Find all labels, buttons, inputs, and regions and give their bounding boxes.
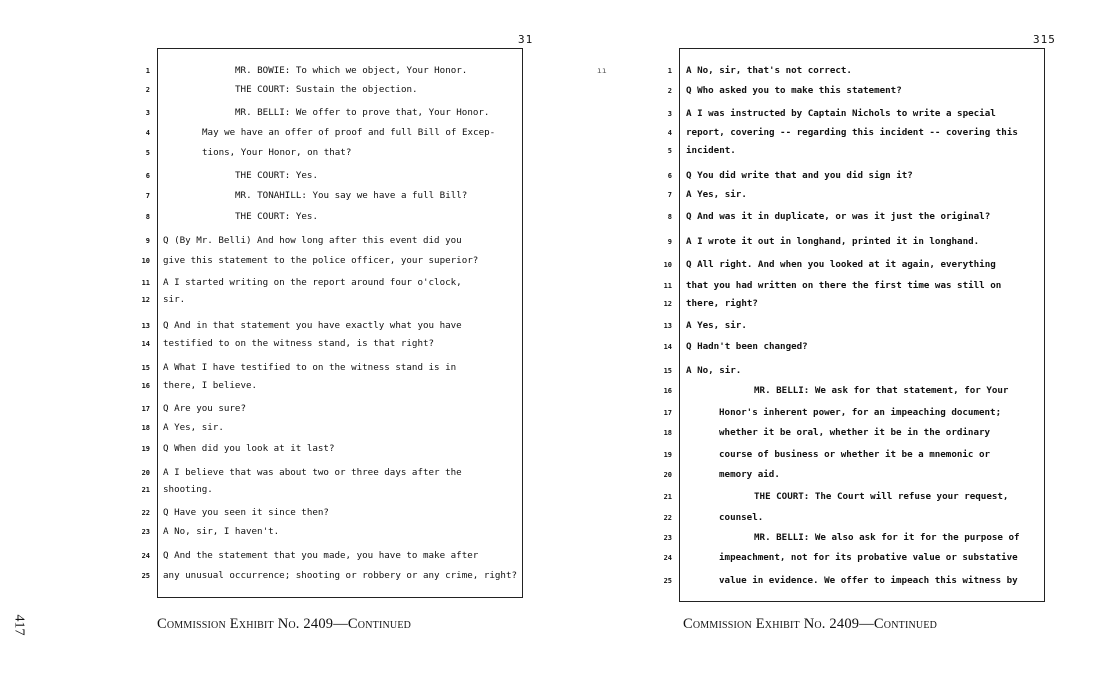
line-number: 25 [141, 572, 150, 580]
transcript-line: MR. BELLI: We also ask for it for the purpose of [754, 532, 1020, 543]
transcript-line: MR. BELLI: We ask for that statement, for Your [754, 385, 1009, 396]
line-number: 17 [141, 405, 150, 413]
line-number: 14 [663, 343, 672, 351]
transcript-line: there, I believe. [163, 380, 258, 391]
transcript-line: shooting. [163, 484, 213, 495]
line-number: 8 [145, 213, 150, 221]
line-number: 10 [141, 257, 150, 265]
transcript-line: A Yes, sir. [163, 422, 224, 433]
transcript-line: THE COURT: Sustain the objection. [235, 84, 418, 95]
line-number: 11 [663, 282, 672, 290]
transcript-line: A I wrote it out in longhand, printed it in longhand. [686, 236, 980, 247]
line-number: 13 [663, 322, 672, 330]
transcript-line: A Yes, sir. [686, 320, 747, 331]
volume-page-number: 417 [11, 614, 27, 636]
line-number: 9 [145, 237, 150, 245]
transcript-line: incident. [686, 145, 736, 156]
transcript-line: Q All right. And when you looked at it again, everything [686, 259, 996, 270]
transcript-line: Q Are you sure? [163, 403, 246, 414]
left-page-number: 31 [518, 33, 534, 46]
transcript-line: A What I have testified to on the witness stand is in [163, 362, 457, 373]
transcript-line: Q And the statement that you made, you have to make after [163, 550, 479, 561]
line-number: 6 [145, 172, 150, 180]
margin-mark: ıı [597, 66, 607, 75]
transcript-line: THE COURT: Yes. [235, 211, 318, 222]
line-number: 1 [667, 67, 672, 75]
line-number: 18 [141, 424, 150, 432]
transcript-line: THE COURT: Yes. [235, 170, 318, 181]
transcript-line: Q Who asked you to make this statement? [686, 85, 902, 96]
line-number: 14 [141, 340, 150, 348]
left-exhibit-caption: Commission Exhibit No. 2409—Continued [157, 616, 412, 632]
line-number: 20 [141, 469, 150, 477]
transcript-line: Q Have you seen it since then? [163, 507, 329, 518]
line-number: 3 [145, 109, 150, 117]
line-number: 20 [663, 471, 672, 479]
line-number: 4 [145, 129, 150, 137]
transcript-line: Q Hadn't been changed? [686, 341, 808, 352]
transcript-line: counsel. [719, 512, 764, 523]
line-number: 25 [663, 577, 672, 585]
transcript-line: any unusual occurrence; shooting or robbery or any crime, right? [163, 570, 518, 581]
transcript-line: Q (By Mr. Belli) And how long after this event did you [163, 235, 462, 246]
line-number: 16 [141, 382, 150, 390]
transcript-line: tions, Your Honor, on that? [202, 147, 352, 158]
line-number: 7 [667, 191, 672, 199]
transcript-line: A No, sir, that's not correct. [686, 65, 852, 76]
line-number: 23 [141, 528, 150, 536]
transcript-line: A No, sir, I haven't. [163, 526, 280, 537]
line-number: 15 [663, 367, 672, 375]
transcript-line: give this statement to the police officer, your superior? [163, 255, 479, 266]
line-number: 4 [667, 129, 672, 137]
line-number: 19 [141, 445, 150, 453]
transcript-line: A No, sir. [686, 365, 742, 376]
line-number: 10 [663, 261, 672, 269]
line-number: 22 [663, 514, 672, 522]
transcript-line: Honor's inherent power, for an impeaching document; [719, 407, 1002, 418]
line-number: 17 [663, 409, 672, 417]
transcript-line: Q And in that statement you have exactly what you have [163, 320, 462, 331]
line-number: 21 [141, 486, 150, 494]
transcript-line: course of business or whether it be a mnemonic or [719, 449, 991, 460]
transcript-line: there, right? [686, 298, 758, 309]
line-number: 2 [145, 86, 150, 94]
transcript-line: sir. [163, 294, 186, 305]
transcript-line: A I was instructed by Captain Nichols to write a special [686, 108, 996, 119]
line-number: 16 [663, 387, 672, 395]
line-number: 9 [667, 238, 672, 246]
right-exhibit-caption: Commission Exhibit No. 2409—Continued [683, 616, 938, 632]
transcript-line: memory aid. [719, 469, 780, 480]
line-number: 5 [145, 149, 150, 157]
line-number: 15 [141, 364, 150, 372]
transcript-line: MR. TONAHILL: You say we have a full Bill? [235, 190, 468, 201]
transcript-line: May we have an offer of proof and full Bill of Excep- [202, 127, 496, 138]
line-number: 1 [145, 67, 150, 75]
right-page-number: 315 [1033, 33, 1056, 46]
line-number: 2 [667, 87, 672, 95]
line-number: 24 [141, 552, 150, 560]
line-number: 8 [667, 213, 672, 221]
transcript-line: impeachment, not for its probative value or substative [719, 552, 1018, 563]
line-number: 12 [141, 296, 150, 304]
line-number: 12 [663, 300, 672, 308]
line-number: 7 [145, 192, 150, 200]
line-number: 6 [667, 172, 672, 180]
transcript-line: report, covering -- regarding this incident -- covering this [686, 127, 1018, 138]
line-number: 5 [667, 147, 672, 155]
transcript-line: testified to on the witness stand, is that right? [163, 338, 435, 349]
line-number: 19 [663, 451, 672, 459]
line-number: 13 [141, 322, 150, 330]
line-number: 18 [663, 429, 672, 437]
transcript-line: MR. BELLI: We offer to prove that, Your Honor. [235, 107, 490, 118]
line-number: 23 [663, 534, 672, 542]
transcript-line: THE COURT: The Court will refuse your request, [754, 491, 1009, 502]
transcript-line: whether it be oral, whether it be in the ordinary [719, 427, 991, 438]
transcript-line: Q When did you look at it last? [163, 443, 335, 454]
transcript-line: Q And was it in duplicate, or was it just the original? [686, 211, 991, 222]
line-number: 21 [663, 493, 672, 501]
transcript-line: A I believe that was about two or three days after the [163, 467, 462, 478]
transcript-line: MR. BOWIE: To which we object, Your Honor. [235, 65, 468, 76]
line-number: 24 [663, 554, 672, 562]
line-number: 3 [667, 110, 672, 118]
transcript-line: Q You did write that and you did sign it? [686, 170, 913, 181]
line-number: 11 [141, 279, 150, 287]
transcript-line: value in evidence. We offer to impeach this witness by [719, 575, 1018, 586]
transcript-line: A Yes, sir. [686, 189, 747, 200]
transcript-line: that you had written on there the first time was still on [686, 280, 1002, 291]
line-number: 22 [141, 509, 150, 517]
transcript-line: A I started writing on the report around four o'clock, [163, 277, 462, 288]
